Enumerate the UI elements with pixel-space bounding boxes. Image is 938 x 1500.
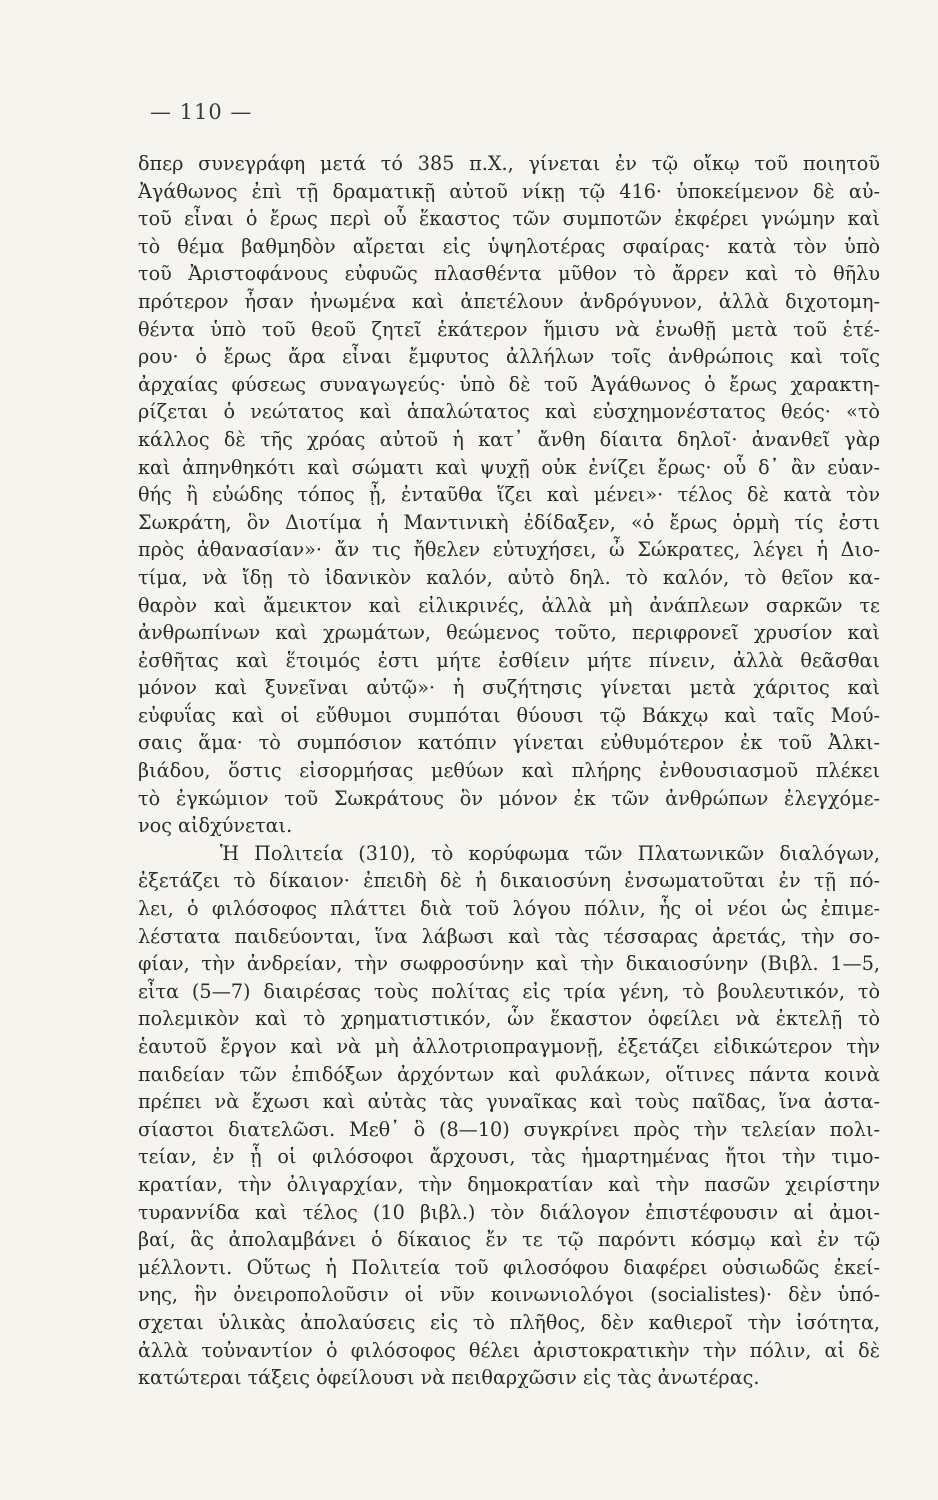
text-line: κρατίαν, τὴν ὀλιγαρχίαν, τὴν δημοκρατίαν καὶ τὴν πασῶν χειρίστην: [138, 1172, 880, 1196]
text-line: σίαστοι διατελῶσι. Μεθ᾽ ὃ (8—10) συγκρίνει πρὸς τὴν τελείαν πολι-: [138, 1117, 880, 1141]
text-line: πολεμικὸν καὶ τὸ χρηματιστικόν, ὧν ἕκαστον ὀφείλει νὰ ἐκτελῇ τὸ: [138, 1007, 880, 1031]
body-text: [138, 150, 880, 1392]
text-line: ἐξετάζει τὸ δίκαιον· ἐπειδὴ δὲ ἡ δικαιοσύνη ἐνσωματοῦται ἐν τῇ πό-: [138, 869, 880, 893]
text-line: εὐφυΐας καὶ οἱ εὔθυμοι συμπόται θύουσι τῷ Βάκχῳ καὶ ταῖς Μού-: [138, 703, 880, 727]
text-line: πρότερον ἦσαν ἡνωμένα καὶ ἀπετέλουν ἀνδρόγυνον, ἀλλὰ διχοτομη-: [138, 289, 880, 313]
text-line: πρέπει νὰ ἔχωσι καὶ αὐτὰς τὰς γυναῖκας καὶ τοὺς παῖδας, ἵνα ἀστα-: [138, 1090, 880, 1114]
text-line: τοῦ Ἀριστοφάνους εὐφυῶς πλασθέντα μῦθον τὸ ἄρρεν καὶ τὸ θῆλυ: [138, 262, 880, 286]
text-line: βιάδου, ὅστις εἰσορμήσας μεθύων καὶ πλήρης ἐνθουσιασμοῦ πλέκει: [138, 759, 880, 783]
text-line: φίαν, τὴν ἀνδρείαν, τὴν σωφροσύνην καὶ τὴν δικαιοσύνην (Βιβλ. 1—5,: [138, 952, 880, 976]
text-line: ἀνθρωπίνων καὶ χρωμάτων, θεώμενος τοῦτο, περιφρονεῖ χρυσίον καὶ: [138, 621, 880, 645]
text-line: τίμα, νὰ ἴδῃ τὸ ἰδανικὸν καλόν, αὐτὸ δηλ. τὸ καλόν, τὸ θεῖον κα-: [138, 565, 880, 589]
text-line: νης, ἣν ὀνειροπολοῦσιν οἱ νῦν κοινωνιολόγοι (socialistes)· δὲν ὑπό-: [138, 1283, 880, 1307]
text-line: ἐσθῆτας καὶ ἕτοιμός ἐστι μήτε ἐσθίειν μήτε πίνειν, ἀλλὰ θεᾶσθαι: [138, 648, 880, 672]
text-line: ρίζεται ὁ νεώτατος καὶ ἁπαλώτατος καὶ εὐσχημονέστατος θεός· «τὸ: [138, 400, 880, 424]
text-line: μέλλοντι. Οὕτως ἡ Πολιτεία τοῦ φιλοσόφου διαφέρει οὐσιωδῶς ἐκεί-: [138, 1255, 880, 1279]
text-line: τείαν, ἐν ᾗ οἱ φιλόσοφοι ἄρχουσι, τὰς ἡμαρτημένας ἤτοι τὴν τιμο-: [138, 1145, 880, 1169]
paragraph-start-line: Ἡ Πολιτεία (310), τὸ κορύφωμα τῶν Πλατωνικῶν διαλόγων,: [220, 841, 880, 865]
text-line: εἶτα (5—7) διαιρέσας τοὺς πολίτας εἰς τρία γένη, τὸ βουλευτικόν, τὸ: [138, 979, 880, 1003]
text-line: τοῦ εἶναι ὁ ἔρως περὶ οὗ ἕκαστος τῶν συμποτῶν ἐκφέρει γνώμην καὶ: [138, 207, 880, 231]
text-line: τὸ ἐγκώμιον τοῦ Σωκράτους ὃν μόνον ἐκ τῶν ἀνθρώπων ἐλεγχόμε-: [138, 786, 880, 810]
text-line: σαις ἅμα· τὸ συμπόσιον κατόπιν γίνεται εὐθυμότερον ἐκ τοῦ Ἀλκι-: [138, 731, 880, 755]
text-line: δπερ συνεγράφη μετά τό 385 π.Χ., γίνεται ἐν τῷ οἴκῳ τοῦ ποιητοῦ: [138, 152, 880, 175]
text-line: ἀλλὰ τοὐναντίον ὁ φιλόσοφος θέλει ἀριστοκρατικὴν τὴν πόλιν, αἱ δὲ: [138, 1338, 880, 1362]
text-line: κάλλος δὲ τῆς χρόας αὐτοῦ ἡ κατ᾽ ἄνθη δίαιτα δηλοῖ· ἀνανθεῖ γὰρ: [138, 427, 880, 451]
text-line: πρὸς ἀθανασίαν»· ἄν τις ἤθελεν εὐτυχήσει, ὦ Σώκρατες, λέγει ἡ Διο-: [138, 538, 880, 562]
text-line: νος αἰδχύνεται.: [138, 814, 293, 838]
text-line: παιδείαν τῶν ἐπιδόξων ἀρχόντων καὶ φυλάκων, οἵτινες πάντα κοινὰ: [138, 1062, 880, 1086]
text-line: μόνον καὶ ξυνεῖναι αὐτῷ»· ἡ συζήτησις γίνεται μετὰ χάριτος καὶ: [138, 676, 880, 700]
text-line: Ἀγάθωνος ἐπὶ τῇ δραματικῇ αὐτοῦ νίκῃ τῷ 416· ὑποκείμενον δὲ αὐ-: [138, 179, 880, 203]
text-line: ρου· ὁ ἔρως ἄρα εἶναι ἔμφυτος ἀλλήλων τοῖς ἀνθρώποις καὶ τοῖς: [138, 345, 880, 369]
text-line: ἑαυτοῦ ἔργον καὶ νὰ μὴ ἀλλοτριοπραγμονῇ, ἐξετάζει εἰδικώτερον τὴν: [138, 1035, 880, 1058]
text-line: καὶ ἀπηνθηκότι καὶ σώματι καὶ ψυχῇ οὐκ ἐνίζει ἔρως· οὗ δ᾽ ἂν εὐαν-: [138, 455, 880, 479]
page-number: — 110 —: [150, 100, 253, 124]
text-line: ἀρχαίας φύσεως συναγωγεύς· ὑπὸ δὲ τοῦ Ἀγάθωνος ὁ ἔρως χαρακτη-: [138, 372, 880, 396]
text-line: θής ἢ εὐώδης τόπος ᾖ, ἐνταῦθα ἵζει καὶ μένει»· τέλος δὲ κατὰ τὸν: [138, 483, 880, 507]
text-line: τὸ θέμα βαθμηδὸν αἴρεται εἰς ὑψηλοτέρας σφαίρας· κατὰ τὸν ὑπὸ: [138, 234, 880, 258]
text-line: λει, ὁ φιλόσοφος πλάττει διὰ τοῦ λόγου πόλιν, ἧς οἱ νέοι ὡς ἐπιμε-: [138, 897, 880, 921]
text-line: βαί, ἃς ἀπολαμβάνει ὁ δίκαιος ἔν τε τῷ παρόντι κόσμῳ καὶ ἐν τῷ: [138, 1228, 880, 1252]
text-line: σχεται ὑλικὰς ἀπολαύσεις εἰς τὸ πλῆθος, δὲν καθιεροῖ τὴν ἰσότητα,: [138, 1310, 880, 1334]
text-line: Σωκράτη, ὃν Διοτίμα ἡ Μαντινικὴ ἐδίδαξεν, «ὁ ἔρως ὁρμὴ τίς ἐστι: [138, 510, 880, 534]
text-line: τυραννίδα καὶ τέλος (10 βιβλ.) τὸν διάλογον ἐπιστέφουσιν αἱ ἀμοι-: [138, 1200, 880, 1224]
text-line: θαρὸν καὶ ἄμεικτον καὶ εἰλικρινές, ἀλλὰ μὴ ἀνάπλεων σαρκῶν τε: [138, 593, 880, 617]
text-line: θέντα ὑπὸ τοῦ θεοῦ ζητεῖ ἑκάτερον ἥμισυ νὰ ἑνωθῇ μετὰ τοῦ ἑτέ-: [138, 317, 880, 341]
text-line: λέστατα παιδεύονται, ἵνα λάβωσι καὶ τὰς τέσσαρας ἀρετάς, τὴν σο-: [138, 924, 880, 948]
text-line: κατώτεραι τάξεις ὀφείλουσι νὰ πειθαρχῶσιν εἰς τὰς ἀνωτέρας.: [138, 1366, 760, 1390]
